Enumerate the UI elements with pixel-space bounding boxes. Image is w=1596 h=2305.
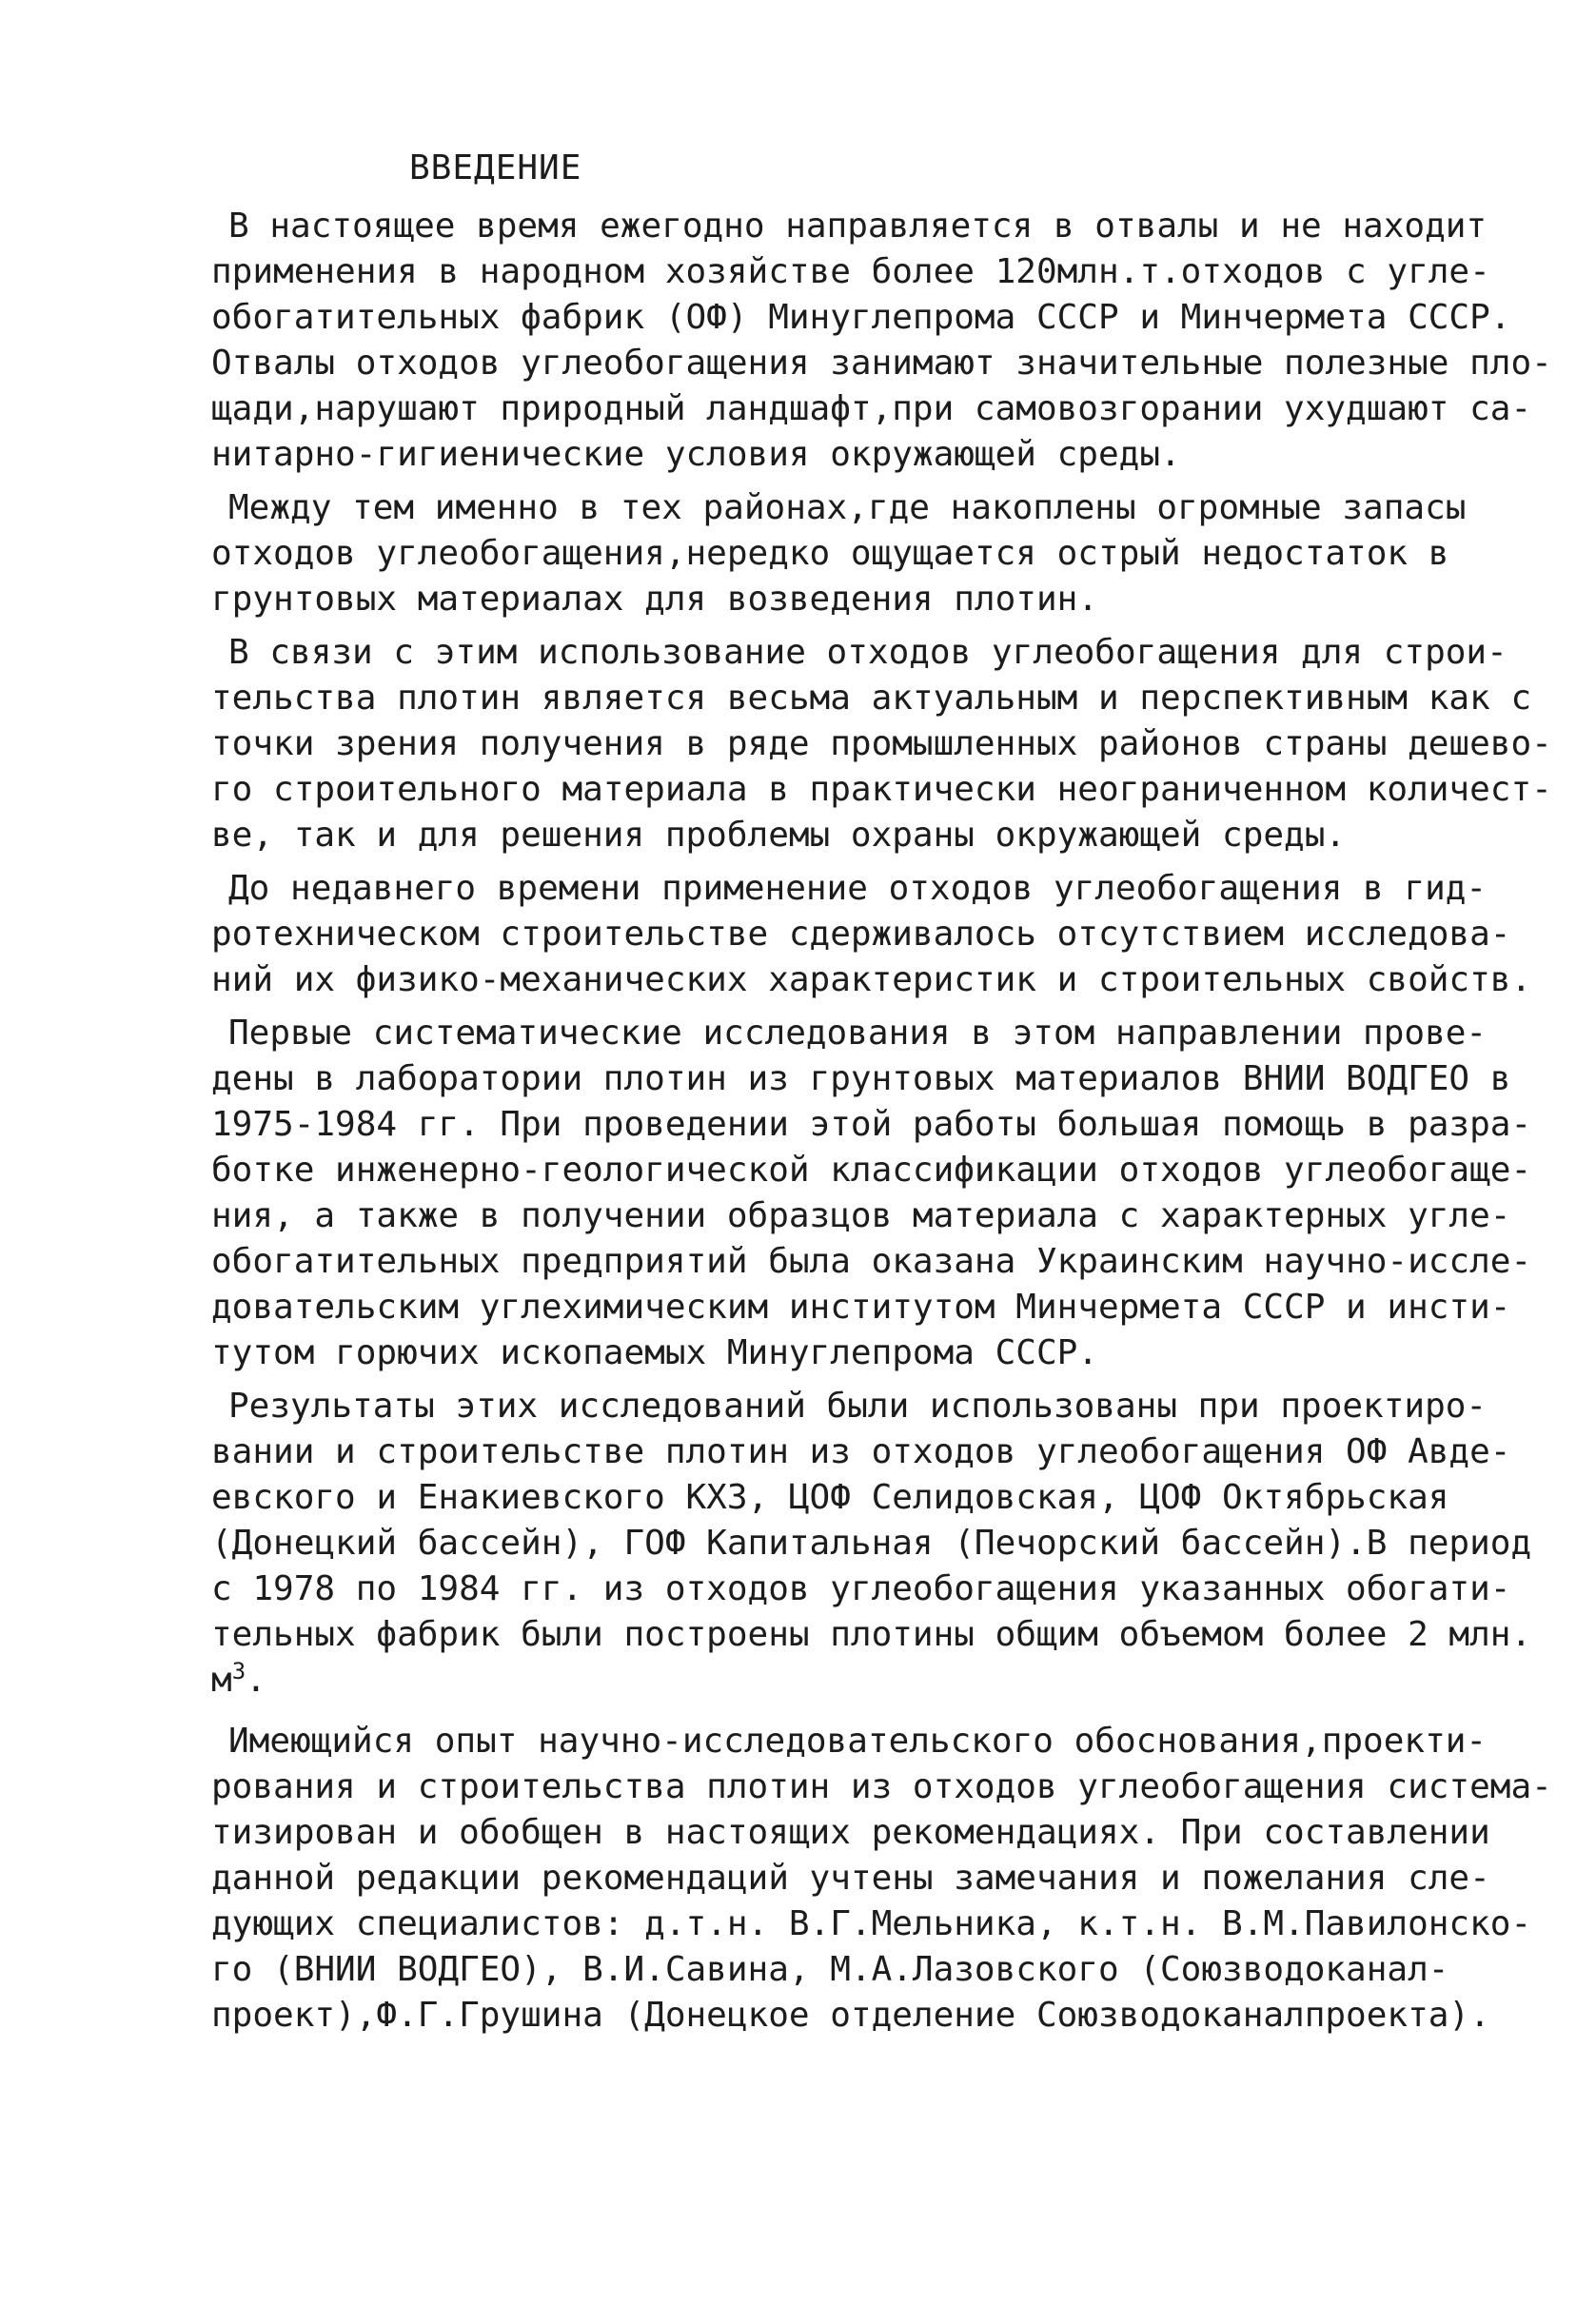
text-line: До недавнего времени применение отходов углеобогащения в гид- — [228, 869, 1488, 908]
text-line: данной редакции рекомендаций учтены замечания и пожелания сле- — [211, 1859, 1490, 1898]
text-line: тизирован и обобщен в настоящих рекомендациях. При составлении — [211, 1813, 1490, 1852]
text-line: тельства плотин является весьма актуальным и перспективным как с — [211, 679, 1532, 718]
unit-period: . — [246, 1661, 266, 1700]
text-line: евского и Енакиевского КХЗ, ЦОФ Селидовская, ЦОФ Октябрьская — [211, 1478, 1449, 1517]
text-line: проект),Ф.Г.Грушина (Донецкое отделение Союзводоканалпроекта). — [211, 1996, 1490, 2035]
text-line: Имеющийся опыт научно-исследовательского обоснования,проекти- — [228, 1722, 1488, 1761]
text-line: Отвалы отходов углеобогащения занимают значительные полезные пло- — [211, 344, 1552, 383]
text-line: го (ВНИИ ВОДГЕО), В.И.Савина, М.А.Лазовского (Союзводоканал- — [211, 1950, 1449, 1989]
text-line: отходов углеобогащения,нередко ощущается острый недостаток в — [211, 534, 1449, 573]
text-line: довательским углехимическим институтом Минчермета СССР и инсти- — [211, 1288, 1511, 1327]
page-title: ВВЕДЕНИЕ — [409, 148, 582, 187]
text-line: В связи с этим использование отходов углеобогащения для строи- — [228, 633, 1507, 672]
text-line: с 1978 по 1984 гг. из отходов углеобогащения указанных обогати- — [211, 1569, 1511, 1608]
text-line: обогатительных фабрик (ОФ) Минуглепрома СССР и Минчермета СССР. — [211, 298, 1511, 337]
text-line: обогатительных предприятий была оказана Украинским научно-иссле- — [211, 1242, 1532, 1281]
text-line: дующих специалистов: д.т.н. В.Г.Мельника, к.т.н. В.М.Павилонско- — [211, 1904, 1532, 1943]
text-line: ротехническом строительстве сдерживалось отсутствием исследова- — [211, 915, 1511, 954]
text-line: ния, а также в получении образцов материала с характерных угле- — [211, 1196, 1511, 1235]
text-line: ве, так и для решения проблемы охраны окружающей среды. — [211, 816, 1347, 855]
text-line: Результаты этих исследований были использованы при проектиро- — [228, 1387, 1488, 1426]
text-line: дены в лаборатории плотин из грунтовых материалов ВНИИ ВОДГЕО в — [211, 1059, 1511, 1098]
text-line: Между тем именно в тех районах,где накоплены огромные запасы — [228, 488, 1467, 527]
text-line-units — [211, 1660, 1448, 1702]
text-line: щади,нарушают природный ландшафт,при самовозгорании ухудшают са- — [211, 389, 1532, 428]
unit-superscript: 3 — [231, 1658, 246, 1684]
text-line: (Донецкий бассейн), ГОФ Капитальная (Печорский бассейн).В период — [211, 1524, 1532, 1563]
text-line: рования и строительства плотин из отходов углеобогащения система- — [211, 1767, 1552, 1806]
text-line: ний их физико-механических характеристик и строительных свойств. — [211, 960, 1532, 999]
text-line: вании и строительстве плотин из отходов углеобогащения ОФ Авде- — [211, 1432, 1511, 1471]
text-line: 1975-1984 гг. При проведении этой работы большая помощь в разра- — [211, 1105, 1532, 1144]
text-line: В настоящее время ежегодно направляется в отвалы и не находит — [228, 207, 1488, 246]
text-line: точки зрения получения в ряде промышленных районов страны дешево- — [211, 724, 1552, 763]
text-line: Первые систематические исследования в этом направлении прове- — [228, 1014, 1488, 1053]
text-line: тутом горючих ископаемых Минуглепрома СССР. — [211, 1333, 1098, 1372]
text-line: тельных фабрик были построены плотины общим объемом более 2 млн. — [211, 1615, 1532, 1654]
text-line: нитарно-гигиенические условия окружающей среды. — [211, 435, 1181, 474]
text-line: ботке инженерно-геологической классификации отходов углеобогаще- — [211, 1151, 1532, 1190]
text-line: применения в народном хозяйстве более 120млн.т.отходов с угле- — [211, 252, 1490, 291]
unit-text: м — [211, 1661, 232, 1700]
text-line: грунтовых материалах для возведения плотин. — [211, 580, 1098, 619]
text-line: го строительного материала в практически неограниченном количест- — [211, 770, 1552, 809]
